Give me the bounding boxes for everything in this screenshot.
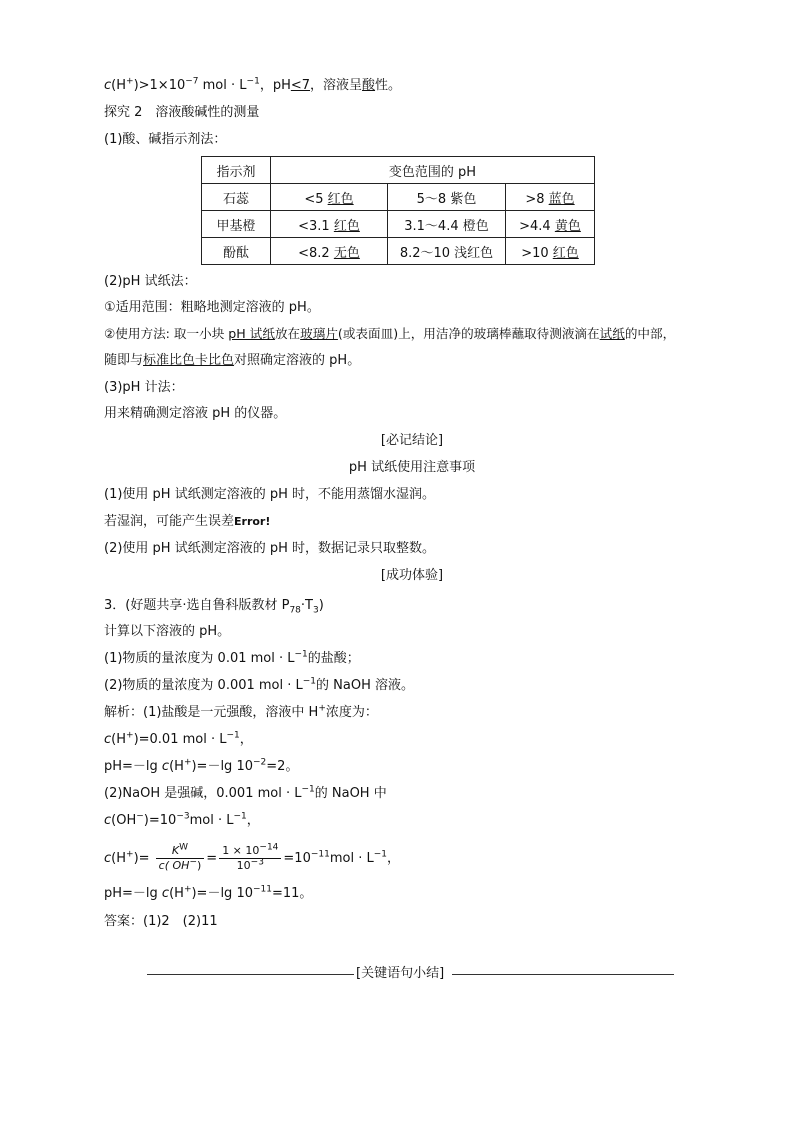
conc-symbol: c [104, 78, 112, 93]
table-header-cell: 指示剂 [202, 157, 271, 184]
ph-meter-heading: (3)pH 计法： [104, 380, 184, 395]
value-fraction: $\frac{1 \times 10^{-14}}{10^{-3}}$ [219, 844, 281, 873]
ph-meter-text: 用来精确测定溶液 pH 的仪器。 [104, 406, 287, 421]
conclusion-tag: [必记结论] [380, 433, 444, 448]
note-2: (2)使用 pH 试纸测定溶液的 pH 时，数据记录只取整数。 [104, 541, 435, 556]
success-tag: [成功体验] [380, 568, 444, 583]
ph-paper-heading: (2)pH 试纸法： [104, 274, 197, 289]
key-summary-label: [关键语句小结] [356, 966, 445, 981]
solution-line-7: pH=－lg c(H+)=－lg $10^{-11}=11$。 [104, 884, 313, 901]
solution-line-1: 解析：(1)盐酸是一元强酸，溶液中 H+浓度为： [104, 703, 378, 720]
indicator-heading: (1)酸、碱指示剂法： [104, 132, 227, 147]
solution-line-4: (2)NaOH 是强碱，0.001 mol · $L^{-1}$的 NaOH 中 [104, 784, 387, 801]
solution-line-5: $c(OH^-)=10^{-3}mol \cdot L^{-1}$， [104, 811, 260, 828]
note-1: (1)使用 pH 试纸测定溶液的 pH 时，不能用蒸馏水湿润。 [104, 487, 435, 502]
kw-fraction: $\frac{K^W}{c( OH^-)}$ [156, 844, 205, 873]
note-1-cont: 若湿润，可能产生误差Error! [104, 514, 271, 529]
acid-condition-line: $c(H^+)>1\times 10^{-7}$ mol · $L^{-1}$，pH<7，溶液呈酸性。 [104, 76, 402, 93]
table-row: 甲基橙 <3.1 红色 3.1～4.4 橙色 >4.4 黄色 [202, 211, 595, 238]
table-row: 石蕊 <5 红色 5～8 紫色 >8 蓝色 [202, 184, 595, 211]
question-3: 3．(好题共享·选自鲁科版教材 $P_{78}\cdot T_3$) [104, 598, 324, 616]
table-header-row [202, 157, 595, 184]
ph-paper-range: ①适用范围：粗略地测定溶液的 pH。 [104, 300, 320, 315]
explore-2-title: 探究 2 溶液酸碱性的测量 [104, 105, 260, 120]
table-header-cell: 变色范围的 pH [271, 157, 595, 184]
solution-line-2: c(H+)=0.01 mol · $L^{-1}$， [104, 730, 253, 747]
ph-paper-method: ②使用方法: 取一小块 pH 试纸放在玻璃片(或表面皿)上，用洁净的玻璃棒蘸取待测液滴在试纸的中部， [104, 326, 676, 341]
divider-left [147, 974, 354, 975]
divider-right [452, 974, 674, 975]
answer-line: 答案：(1)2 (2)11 [104, 914, 218, 929]
question-3-part-2: (2)物质的量浓度为 0.001 mol · $L^{-1}$的 NaOH 溶液。 [104, 676, 415, 693]
ph-paper-method-cont: 随即与标准比色卡比色对照确定溶液的 pH。 [104, 353, 361, 368]
question-3-part-1: (1)物质的量浓度为 0.01 mol · $L^{-1}$的盐酸； [104, 649, 360, 666]
solution-line-6-fraction: c(H+)= $\frac{K^W}{c( OH^-)}$ = $\frac{1 \times 10^{-14}}{10^{-3}}$ $=10^{-11}mol \cdot L^{-1}$， [104, 842, 401, 872]
conclusion-title: pH 试纸使用注意事项 [348, 460, 476, 475]
question-3-prompt: 计算以下溶液的 pH。 [104, 624, 231, 639]
indicator-table [201, 156, 595, 265]
table-row: 酚酞 <8.2 无色 8.2～10 浅红色 >10 红色 [202, 238, 595, 265]
solution-line-3: pH=－lg c(H+)=－lg $10^{-2}=2$。 [104, 757, 299, 774]
